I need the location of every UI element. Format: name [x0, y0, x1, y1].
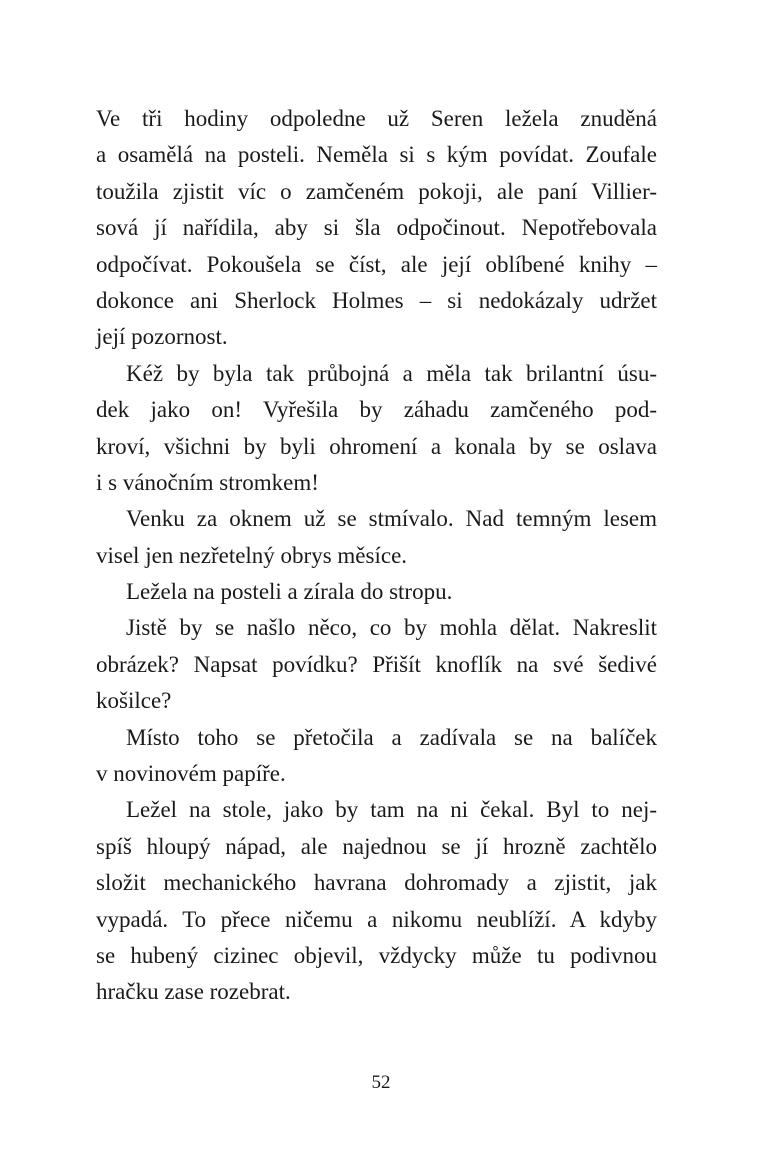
- text-line: odpočívat. Pokoušela se číst, ale její oblíbené knihy –: [96, 251, 657, 277]
- body-text: [96, 101, 657, 1011]
- paragraph: [96, 792, 657, 1010]
- paragraph: [96, 610, 657, 719]
- text-line: obrázek? Napsat povídku? Přišít knoflík na své šedivé: [96, 651, 657, 677]
- text-line: toužila zjistit víc o zamčeném pokoji, ale paní Villier-: [96, 178, 657, 204]
- text-line: Ležel na stole, jako by tam na ni čekal. Byl to nej-: [126, 797, 657, 823]
- paragraph: [96, 101, 657, 356]
- paragraph: [96, 501, 657, 574]
- text-line: Jistě by se našlo něco, co by mohla dělat. Nakreslit: [126, 615, 657, 641]
- paragraph: [96, 720, 657, 793]
- text-line: i s vánočním stromkem!: [96, 469, 319, 495]
- text-line: košilce?: [96, 688, 172, 714]
- text-line: Venku za oknem už se stmívalo. Nad temným lesem: [126, 506, 657, 532]
- text-line: spíš hloupý nápad, ale najednou se jí hrozně zachtělo: [96, 833, 657, 859]
- text-line: v novinovém papíře.: [96, 761, 286, 787]
- text-line: dek jako on! Vyřešila by záhadu zamčeného pod-: [96, 397, 657, 423]
- paragraph: [96, 574, 657, 610]
- page-number: 52: [371, 1072, 391, 1093]
- text-line: hračku zase rozebrat.: [96, 979, 291, 1005]
- text-line: Ležela na posteli a zírala do stropu.: [126, 579, 453, 605]
- text-line: se hubený cizinec objevil, vždycky může tu podivnou: [96, 942, 657, 968]
- text-line: a osamělá na posteli. Neměla si s kým povídat. Zoufale: [96, 142, 657, 168]
- text-line: visel jen nezřetelný obrys měsíce.: [96, 542, 408, 568]
- text-line: dokonce ani Sherlock Holmes – si nedokázaly udržet: [96, 287, 657, 313]
- paragraph: [96, 356, 657, 502]
- text-line: sová jí nařídila, aby si šla odpočinout. Nepotřebovala: [96, 215, 657, 241]
- text-line: Ve tři hodiny odpoledne už Seren ležela znuděná: [96, 106, 657, 131]
- text-line: kroví, všichni by byli ohromení a konala by se oslava: [96, 433, 657, 459]
- text-line: její pozornost.: [96, 324, 228, 350]
- text-line: složit mechanického havrana dohromady a zjistit, jak: [96, 870, 657, 896]
- text-line: vypadá. To přece ničemu a nikomu neublíží. A kdyby: [96, 906, 657, 932]
- text-line: Místo toho se přetočila a zadívala se na balíček: [126, 724, 657, 750]
- text-line: Kéž by byla tak průbojná a měla tak brilantní úsu-: [126, 360, 657, 386]
